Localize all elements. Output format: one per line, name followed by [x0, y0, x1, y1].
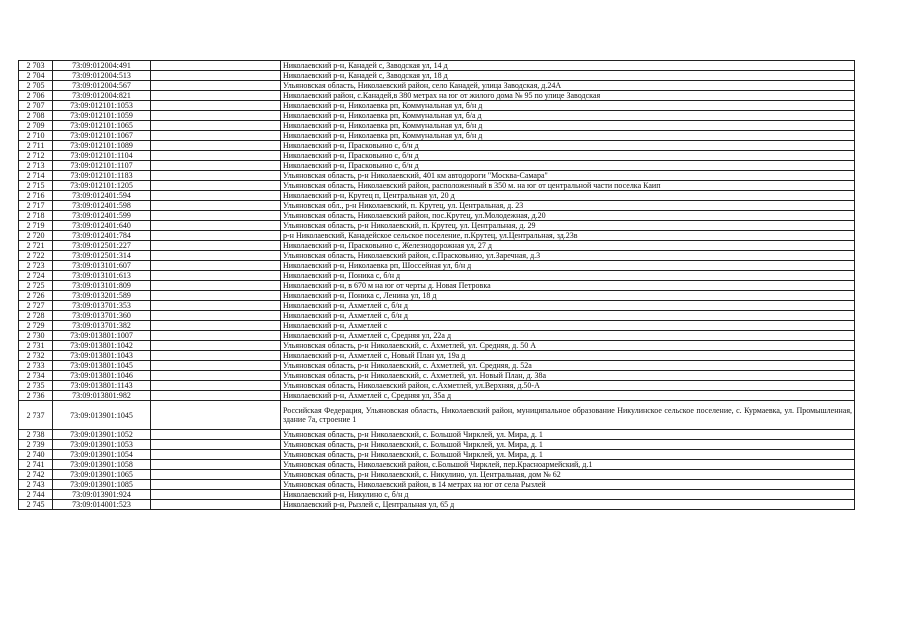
cadastral-number-cell: 73:09:012004:567: [53, 81, 151, 91]
cadastral-number-cell: 73:09:012401:599: [53, 211, 151, 221]
cadastral-number-cell: 73:09:013901:1053: [53, 440, 151, 450]
cadastral-number-cell: 73:09:012401:784: [53, 231, 151, 241]
address-cell: Николаевский р-н, Крутец п, Центральная ул, 20 д: [281, 191, 855, 201]
row-number-cell: 2 744: [19, 490, 53, 500]
cadastral-number-cell: 73:09:012401:594: [53, 191, 151, 201]
empty-cell: [151, 171, 281, 181]
cadastral-number-cell: 73:09:012004:821: [53, 91, 151, 101]
table-row: [19, 440, 855, 450]
empty-cell: [151, 301, 281, 311]
address-cell: Ульяновская область, Николаевский район, в 14 метрах на юг от села Рызлей: [281, 480, 855, 490]
empty-cell: [151, 331, 281, 341]
address-cell: Николаевский р-н, Рызлей с, Центральная ул, 65 д: [281, 500, 855, 510]
address-cell: Ульяновская область, р-н Николаевский, с. Ахметлей, ул. Средняя, д. 52а: [281, 361, 855, 371]
address-cell: Николаевский р-н, Поника с, б/н д: [281, 271, 855, 281]
address-cell: Ульяновская область, р-н Николаевский, с. Большой Чирклей, ул. Мира, д. 1: [281, 440, 855, 450]
row-number-cell: 2 726: [19, 291, 53, 301]
address-cell: Ульяновская область, р-н Николаевский, 401 км автодороги "Москва-Самара": [281, 171, 855, 181]
table-row: [19, 460, 855, 470]
address-cell: Николаевский р-н, Никулино с, б/н д: [281, 490, 855, 500]
table-row: [19, 341, 855, 351]
empty-cell: [151, 391, 281, 401]
address-cell: Ульяновская область, Николаевский район, пос.Крутец, ул.Молодежная, д.20: [281, 211, 855, 221]
cadastral-number-cell: 73:09:012501:314: [53, 251, 151, 261]
row-number-cell: 2 716: [19, 191, 53, 201]
row-number-cell: 2 715: [19, 181, 53, 191]
cadastral-number-cell: 73:09:013101:607: [53, 261, 151, 271]
address-cell: Николаевский р-н, Поника с, Ленина ул, 18 д: [281, 291, 855, 301]
table-row: [19, 171, 855, 181]
row-number-cell: 2 743: [19, 480, 53, 490]
address-cell: Ульяновская область, Николаевский район, с.Большой Чирклей, пер.Красноармейский, д.1: [281, 460, 855, 470]
row-number-cell: 2 737: [19, 401, 53, 430]
row-number-cell: 2 738: [19, 430, 53, 440]
row-number-cell: 2 717: [19, 201, 53, 211]
row-number-cell: 2 705: [19, 81, 53, 91]
address-cell: Николаевский р-н, Ахметлей с, Средняя ул, 22а д: [281, 331, 855, 341]
cadastral-number-cell: 73:09:012101:1065: [53, 121, 151, 131]
empty-cell: [151, 211, 281, 221]
cadastral-number-cell: 73:09:013701:382: [53, 321, 151, 331]
empty-cell: [151, 371, 281, 381]
cadastral-number-cell: 73:09:014001:523: [53, 500, 151, 510]
row-number-cell: 2 703: [19, 61, 53, 71]
table-row: [19, 81, 855, 91]
address-cell: Николаевский р-н, Николаевка рп, Шоссейная ул, б/н д: [281, 261, 855, 271]
empty-cell: [151, 381, 281, 391]
table-row: [19, 401, 855, 430]
table-row: [19, 201, 855, 211]
table-row: [19, 361, 855, 371]
cadastral-number-cell: 73:09:013901:1065: [53, 470, 151, 480]
table-row: [19, 261, 855, 271]
address-cell: Ульяновская область, р-н Николаевский, п. Крутец, ул. Центральная, д. 29: [281, 221, 855, 231]
row-number-cell: 2 732: [19, 351, 53, 361]
empty-cell: [151, 460, 281, 470]
cadastral-number-cell: 73:09:013801:1042: [53, 341, 151, 351]
empty-cell: [151, 490, 281, 500]
cadastral-number-cell: 73:09:013801:1143: [53, 381, 151, 391]
row-number-cell: 2 713: [19, 161, 53, 171]
empty-cell: [151, 101, 281, 111]
row-number-cell: 2 735: [19, 381, 53, 391]
empty-cell: [151, 61, 281, 71]
row-number-cell: 2 710: [19, 131, 53, 141]
row-number-cell: 2 706: [19, 91, 53, 101]
empty-cell: [151, 231, 281, 241]
row-number-cell: 2 714: [19, 171, 53, 181]
empty-cell: [151, 341, 281, 351]
address-cell: р-н Николаевский, Канадейское сельское поселение, п.Крутец, ул.Центральная, зд.23в: [281, 231, 855, 241]
table-row: [19, 331, 855, 341]
row-number-cell: 2 712: [19, 151, 53, 161]
row-number-cell: 2 719: [19, 221, 53, 231]
row-number-cell: 2 745: [19, 500, 53, 510]
empty-cell: [151, 181, 281, 191]
empty-cell: [151, 221, 281, 231]
table-row: [19, 221, 855, 231]
cadastral-number-cell: 73:09:013101:613: [53, 271, 151, 281]
row-number-cell: 2 722: [19, 251, 53, 261]
empty-cell: [151, 261, 281, 271]
row-number-cell: 2 711: [19, 141, 53, 151]
cadastral-number-cell: 73:09:012004:491: [53, 61, 151, 71]
row-number-cell: 2 733: [19, 361, 53, 371]
cadastral-number-cell: 73:09:012004:513: [53, 71, 151, 81]
address-cell: Ульяновская область, Николаевский район, с.Прасковьино, ул.Заречная, д.3: [281, 251, 855, 261]
empty-cell: [151, 111, 281, 121]
address-cell: Николаевский р-н, Николаевка рп, Коммунальная ул, б/н д: [281, 131, 855, 141]
empty-cell: [151, 281, 281, 291]
cadastral-number-cell: 73:09:012101:1067: [53, 131, 151, 141]
row-number-cell: 2 734: [19, 371, 53, 381]
table-row: [19, 251, 855, 261]
row-number-cell: 2 707: [19, 101, 53, 111]
address-cell: Ульяновская обл., р-н Николаевский, п. Крутец, ул. Центральная, д. 23: [281, 201, 855, 211]
property-register-table: [18, 60, 855, 510]
empty-cell: [151, 440, 281, 450]
table-row: [19, 211, 855, 221]
row-number-cell: 2 725: [19, 281, 53, 291]
table-row: [19, 111, 855, 121]
address-cell: Ульяновская область, р-н Николаевский, с. Ахметлей, ул. Новый План, д. 38а: [281, 371, 855, 381]
address-cell: Николаевский р-н, Прасковьино с, б/н д: [281, 151, 855, 161]
cadastral-number-cell: 73:09:013901:1052: [53, 430, 151, 440]
cadastral-number-cell: 73:09:013801:1043: [53, 351, 151, 361]
empty-cell: [151, 450, 281, 460]
cadastral-number-cell: 73:09:013701:353: [53, 301, 151, 311]
cadastral-number-cell: 73:09:012101:1053: [53, 101, 151, 111]
table-row: [19, 430, 855, 440]
address-cell: Николаевский р-н, Николаевка рп, Коммунальная ул, б/н д: [281, 101, 855, 111]
empty-cell: [151, 291, 281, 301]
empty-cell: [151, 271, 281, 281]
empty-cell: [151, 81, 281, 91]
cadastral-number-cell: 73:09:013101:809: [53, 281, 151, 291]
row-number-cell: 2 742: [19, 470, 53, 480]
row-number-cell: 2 708: [19, 111, 53, 121]
cadastral-number-cell: 73:09:013801:1046: [53, 371, 151, 381]
register-table-body: [19, 61, 855, 510]
table-row: [19, 490, 855, 500]
address-cell: Российская Федерация, Ульяновская область, Николаевский район, муниципальное образование Никулинское сельское поселение, с. Курмаевка, ул. Промышленная, здание 7а, строение 1: [281, 401, 855, 430]
table-row: [19, 381, 855, 391]
table-row: [19, 480, 855, 490]
row-number-cell: 2 741: [19, 460, 53, 470]
table-row: [19, 151, 855, 161]
cadastral-number-cell: 73:09:013701:360: [53, 311, 151, 321]
row-number-cell: 2 736: [19, 391, 53, 401]
table-row: [19, 141, 855, 151]
table-row: [19, 281, 855, 291]
row-number-cell: 2 731: [19, 341, 53, 351]
empty-cell: [151, 480, 281, 490]
address-cell: Ульяновская область, р-н Николаевский, с. Ахметлей, ул. Средняя, д. 50 А: [281, 341, 855, 351]
empty-cell: [151, 131, 281, 141]
empty-cell: [151, 91, 281, 101]
table-row: [19, 351, 855, 361]
empty-cell: [151, 311, 281, 321]
empty-cell: [151, 241, 281, 251]
table-row: [19, 161, 855, 171]
address-cell: Ульяновская область, р-н Николаевский, с. Никулино, ул. Центральная, дом № 62: [281, 470, 855, 480]
cadastral-number-cell: 73:09:013801:1045: [53, 361, 151, 371]
cadastral-number-cell: 73:09:013801:982: [53, 391, 151, 401]
row-number-cell: 2 740: [19, 450, 53, 460]
table-row: [19, 311, 855, 321]
table-row: [19, 301, 855, 311]
row-number-cell: 2 709: [19, 121, 53, 131]
row-number-cell: 2 704: [19, 71, 53, 81]
table-row: [19, 61, 855, 71]
table-row: [19, 321, 855, 331]
empty-cell: [151, 470, 281, 480]
address-cell: Николаевский р-н, Ахметлей с, Новый План ул, 19а д: [281, 351, 855, 361]
table-row: [19, 231, 855, 241]
cadastral-number-cell: 73:09:013201:589: [53, 291, 151, 301]
row-number-cell: 2 727: [19, 301, 53, 311]
cadastral-number-cell: 73:09:012101:1104: [53, 151, 151, 161]
address-cell: Николаевский р-н, Ахметлей с, б/н д: [281, 311, 855, 321]
empty-cell: [151, 351, 281, 361]
address-cell: Николаевский р-н, Канадей с, Заводская ул, 18 д: [281, 71, 855, 81]
empty-cell: [151, 201, 281, 211]
table-row: [19, 500, 855, 510]
address-cell: Николаевский р-н, Прасковьино с, б/н д: [281, 141, 855, 151]
cadastral-number-cell: 73:09:012501:227: [53, 241, 151, 251]
table-row: [19, 91, 855, 101]
cadastral-number-cell: 73:09:013801:1007: [53, 331, 151, 341]
cadastral-number-cell: 73:09:012401:640: [53, 221, 151, 231]
row-number-cell: 2 721: [19, 241, 53, 251]
address-cell: Ульяновская область, р-н Николаевский, с. Большой Чирклей, ул. Мира, д. 1: [281, 430, 855, 440]
row-number-cell: 2 724: [19, 271, 53, 281]
empty-cell: [151, 191, 281, 201]
cadastral-number-cell: 73:09:013901:1058: [53, 460, 151, 470]
cadastral-number-cell: 73:09:012101:1107: [53, 161, 151, 171]
address-cell: Николаевский район, с.Канадей,в 380 метрах на юг от жилого дома № 95 по улице Заводская: [281, 91, 855, 101]
empty-cell: [151, 141, 281, 151]
address-cell: Ульяновская область, Николаевский район, расположенный в 350 м. на юг от центральной части поселка Каип: [281, 181, 855, 191]
address-cell: Николаевский р-н, Ахметлей с: [281, 321, 855, 331]
row-number-cell: 2 723: [19, 261, 53, 271]
empty-cell: [151, 121, 281, 131]
table-row: [19, 191, 855, 201]
address-cell: Николаевский р-н, Канадей с, Заводская ул, 14 д: [281, 61, 855, 71]
cadastral-number-cell: 73:09:012401:598: [53, 201, 151, 211]
row-number-cell: 2 718: [19, 211, 53, 221]
row-number-cell: 2 728: [19, 311, 53, 321]
table-row: [19, 101, 855, 111]
row-number-cell: 2 730: [19, 331, 53, 341]
cadastral-number-cell: 73:09:013901:924: [53, 490, 151, 500]
cadastral-number-cell: 73:09:012101:1089: [53, 141, 151, 151]
cadastral-number-cell: 73:09:013901:1054: [53, 450, 151, 460]
cadastral-number-cell: 73:09:012101:1205: [53, 181, 151, 191]
table-row: [19, 291, 855, 301]
address-cell: Николаевский р-н, Прасковьино с, Железнодорожная ул, 27 д: [281, 241, 855, 251]
empty-cell: [151, 251, 281, 261]
empty-cell: [151, 321, 281, 331]
address-cell: Николаевский р-н, Прасковьино с, б/н д: [281, 161, 855, 171]
table-row: [19, 71, 855, 81]
empty-cell: [151, 361, 281, 371]
table-row: [19, 450, 855, 460]
row-number-cell: 2 739: [19, 440, 53, 450]
table-row: [19, 181, 855, 191]
address-cell: Николаевский р-н, Ахметлей с, Средняя ул, 35а д: [281, 391, 855, 401]
address-cell: Николаевский р-н, Николаевка рп, Коммунальная ул, б/а д: [281, 111, 855, 121]
empty-cell: [151, 401, 281, 430]
table-row: [19, 391, 855, 401]
empty-cell: [151, 71, 281, 81]
address-cell: Николаевский р-н, в 670 м на юг от черты д. Новая Петровка: [281, 281, 855, 291]
empty-cell: [151, 430, 281, 440]
table-row: [19, 121, 855, 131]
row-number-cell: 2 720: [19, 231, 53, 241]
address-cell: Ульяновская область, Николаевский район, село Канадей, улица Заводская, д.24А: [281, 81, 855, 91]
row-number-cell: 2 729: [19, 321, 53, 331]
empty-cell: [151, 500, 281, 510]
address-cell: Ульяновская область, р-н Николаевский, с. Большой Чирклей, ул. Мира, д. 1: [281, 450, 855, 460]
empty-cell: [151, 151, 281, 161]
table-row: [19, 131, 855, 141]
cadastral-number-cell: 73:09:012101:1059: [53, 111, 151, 121]
cadastral-number-cell: 73:09:013901:1045: [53, 401, 151, 430]
table-row: [19, 271, 855, 281]
table-row: [19, 470, 855, 480]
table-row: [19, 371, 855, 381]
table-row: [19, 241, 855, 251]
address-cell: Николаевский р-н, Ахметлей с, б/н д: [281, 301, 855, 311]
empty-cell: [151, 161, 281, 171]
address-cell: Николаевский р-н, Николаевка рп, Коммунальная ул, б/н д: [281, 121, 855, 131]
cadastral-number-cell: 73:09:013901:1085: [53, 480, 151, 490]
address-cell: Ульяновская область, Николаевский район, с.Ахметлей, ул.Верхняя, д.50-А: [281, 381, 855, 391]
cadastral-number-cell: 73:09:012101:1183: [53, 171, 151, 181]
